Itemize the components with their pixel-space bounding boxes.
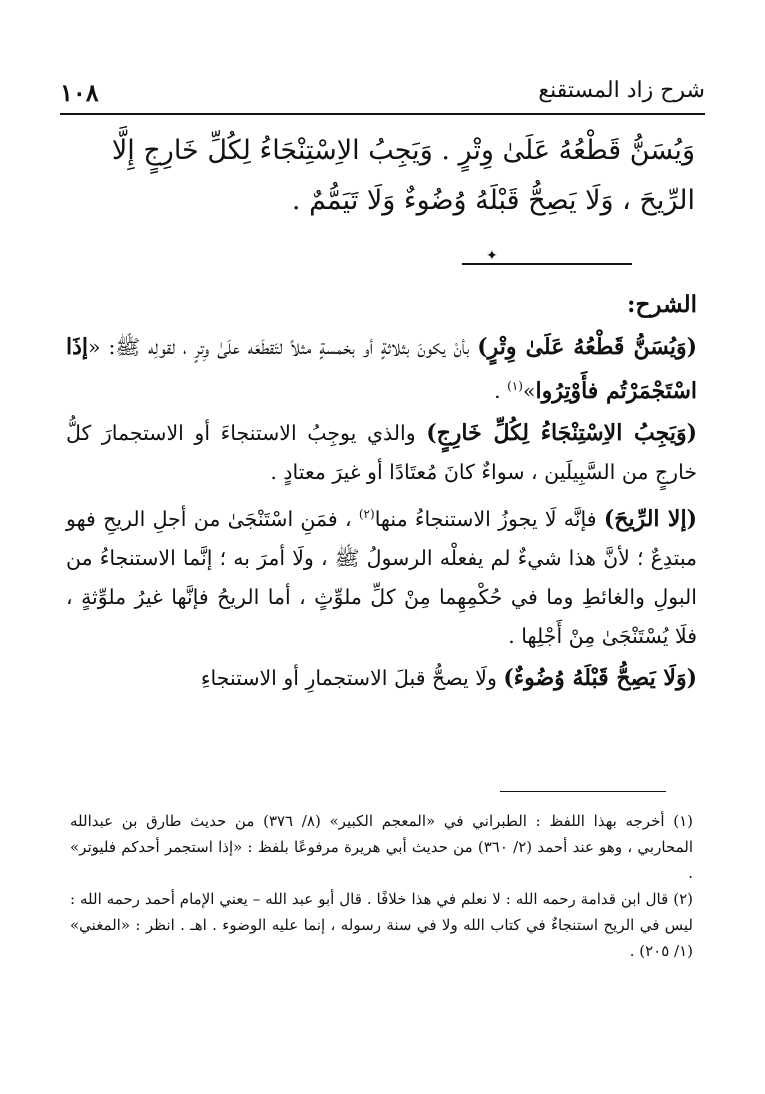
- quoted-matn: (وَيَجِبُ الاِسْتِنْجَاءُ لِكُلِّ خَارِجٍ): [426, 419, 698, 446]
- footnotes: [70, 808, 693, 964]
- paragraph-text: فإنَّه لَا يجوزُ الاستنجاءُ منها: [374, 506, 604, 531]
- paragraph-text: ، فمَنِ اسْتَنْجَىٰ من أجلِ الريحِ فهو مبتدِعٌ ؛ لأنَّ هذا شيءٌ لم يفعلْه الرسولُ ﷺ ، ولَا أمرَ به ؛ إنَّما الاستنجاءُ من البولِ والغائطِ وما في حُكْمِهِما مِنْ كلِّ ملوِّثٍ ، أما الريحُ فإنَّها غيرُ ملوِّثةٍ ، فلَا يُسْتَنْجَىٰ مِنْ أَجْلِها .: [66, 506, 697, 648]
- book-title: شرح زاد المستقنع: [538, 78, 705, 103]
- footnote-ref: (١): [507, 379, 523, 393]
- matn-line: وَيُسَنُّ قَطْعُهُ عَلَىٰ وِتْرٍ . وَيَجِبُ الاِسْتِنْجَاءُ لِكُلِّ خَارِجٍ إِلَّا: [111, 135, 695, 166]
- page-number: ١٠٨: [60, 78, 99, 107]
- quoted-matn: (وَلَا يَصِحُّ قَبْلَهُ وُضُوءٌ): [503, 664, 697, 691]
- paragraph: [66, 328, 697, 411]
- footnote-ref: (٢): [358, 506, 375, 521]
- paragraph-text: والذي يوجِبُ الاستنجاءَ أو الاستجمارَ كلُّ خارجٍ من السَّبِيلَين ، سواءٌ كانَ مُعتَادًا أو غيرَ معتادٍ .: [66, 420, 697, 484]
- paragraph-text: »: [522, 378, 536, 403]
- page-header: [60, 78, 705, 114]
- star-ornament-icon: ✦: [486, 248, 498, 264]
- footnote-divider: [500, 791, 666, 792]
- paragraph: [66, 495, 697, 656]
- header-divider: [60, 113, 705, 115]
- paragraph: [66, 659, 697, 698]
- sharh-heading: الشرح:: [627, 291, 697, 318]
- quoted-matn: (إلا الرِّيحَ): [603, 505, 697, 532]
- footnote: (٢) قال ابن قدامة رحمه الله : لا نعلم في هذا خلافًا . قال أبو عبد الله – يعني الإمام أحمد رحمه الله : ليس في الريح استنجاءٌ في كتاب الله ولا في سنة رسوله ، إنما عليه الوضوء . اهـ . انظر : «المغني» (١/ ٢٠٥) .: [70, 890, 693, 960]
- footnote: (١) أخرجه بهذا اللفظ : الطبراني في «المعجم الكبير» (٨/ ٣٧٦) من حديث طارق بن عبدالله المحاربي ، وهو عند أحمد (٢/ ٣٦٠) من حديث أبي هريرة مرفوعًا بلفظ : «إذا استجمر أحدكم فليوتر» .: [70, 812, 694, 882]
- matn-divider: [462, 263, 632, 265]
- quoted-matn: (وَيُسَنُّ قَطْعُهُ عَلَىٰ وِتْرٍ): [477, 334, 697, 360]
- commentary: [66, 285, 697, 698]
- paragraph-text: ولَا يصحُّ قبلَ الاستجمارِ أو الاستنجاءِ: [200, 665, 504, 690]
- matn-line: الرِّيحَ ، وَلَا يَصِحُّ قَبْلَهُ وُضُوءٌ وَلَا تَيَمُّمٌ .: [291, 185, 695, 216]
- hadith-quote: إذَا اسْتَجْمَرْتُم فأَوْتِرُوا: [66, 334, 697, 404]
- matn-text: [70, 126, 695, 226]
- paragraph-text: بأنْ يكونَ بثلاثةٍ أو بخمسةٍ مثلاً لتَقطَعَه علَىٰ وِترٍ ، لقولِه ﷺ: «: [88, 335, 478, 359]
- paragraph: [66, 414, 697, 492]
- paragraph-text: .: [494, 378, 508, 403]
